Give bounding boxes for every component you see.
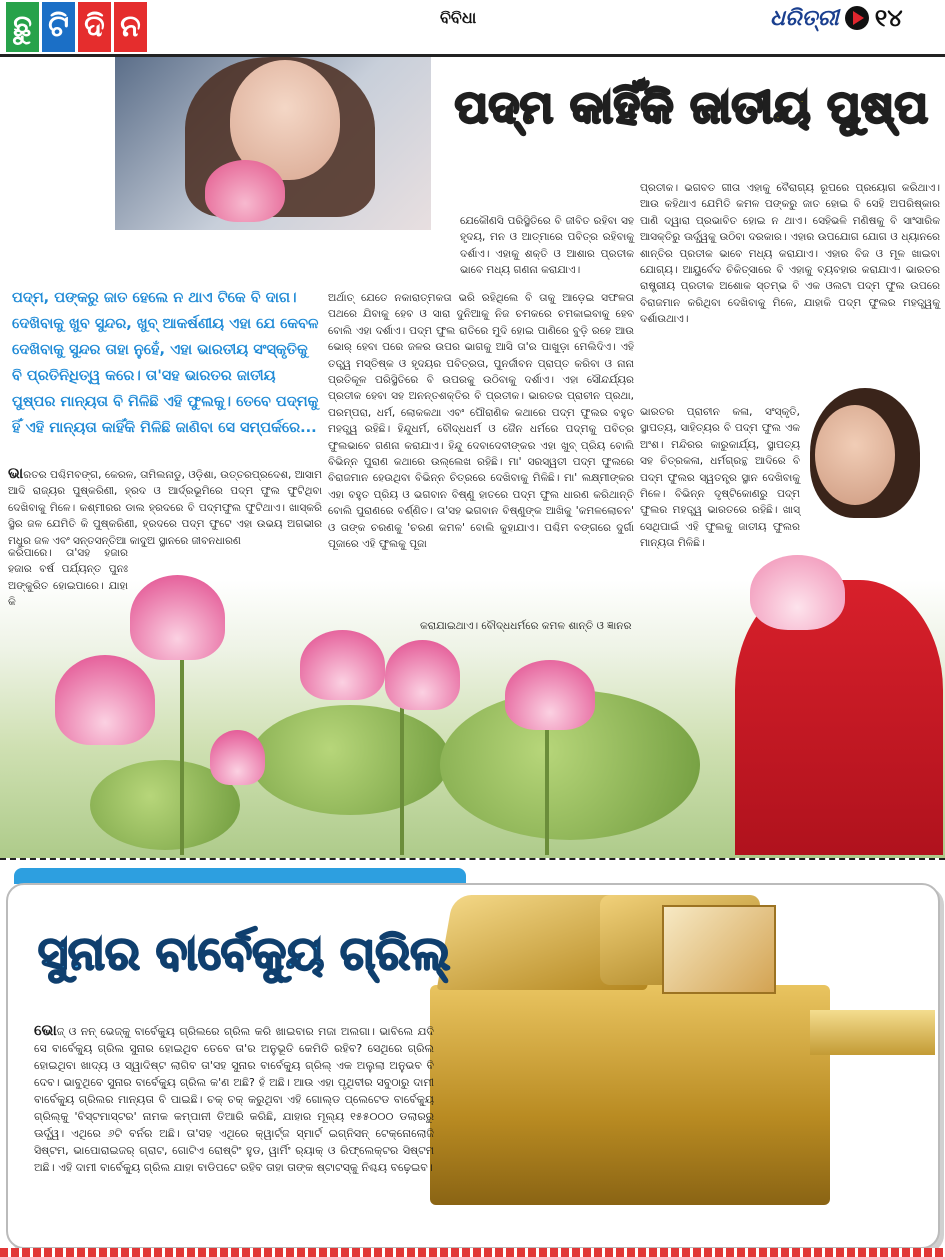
footer-rule — [0, 1248, 945, 1257]
section-separator — [0, 858, 945, 868]
grill-headline: ସୁନାର ବାର୍ବେକ୍ୟୁ ଗ୍ରିଲ୍ — [38, 926, 451, 980]
panel-tab-bar — [14, 868, 466, 884]
lotus-stem — [180, 660, 184, 855]
hero-photo-lotus — [205, 160, 285, 222]
grill-photo-box — [662, 905, 776, 994]
article-column-1 — [8, 465, 322, 549]
lotus-flower — [210, 730, 265, 785]
brand-block — [770, 4, 903, 32]
article-headline: ପଦ୍ମ କାହିଁକି ଜାତୀୟ ପୁଷ୍ପ — [455, 82, 929, 133]
woman-photo-lotus — [750, 555, 845, 630]
article-column-2-end: କରାଯାଇଥାଏ। ବୌଦ୍ଧଧର୍ମରେ କମଳ ଶାନ୍ତି ଓ ଜ୍ଞାନର — [420, 620, 632, 632]
column-1-text: ରତର ପଶ୍ଚିମବଙ୍ଗ, କେରଳ, ତାମିଲନାଡୁ, ଓଡ଼ିଶା, ଉତ୍ତରପ୍ରଦେଶ, ଆସାମ ଆଦି ରାଜ୍ୟର ପୁଷ୍କରିଣୀ, ହ୍ରଦ ଓ ଆର୍ଦ୍ରଭୂମିରେ ପଦ୍ମ ଫୁଲ ଫୁଟିଥିବା ଦେଖିବାକୁ ମିଳେ। କଶ୍ମୀରର ଡାଲ ହ୍ରଦରେ ବି ପଦ୍ମଫୁଲ ଫୁଟିଥାଏ। ଖାସ୍‌କରି ସ୍ଥିର ଜଳ ଯେମିତି କି ପୁଷ୍କରିଣୀ, ହ୍ରଦରେ ପଦ୍ମ ଫୁଟେ ଏହା ଉଭୟ ଅଗଭୀର ମଧୁର ଜଳ ଏବଂ ସନ୍ତସନ୍ତିଆ କାଦୁଅ ସ୍ଥାନରେ ଜୀବନଧାରଣ — [8, 469, 322, 547]
article-column-2: ଅର୍ଥାତ୍ ଯେତେ ନକାରାତ୍ମକତା ଭରି ରହିଥିଲେ ବି ତାକୁ ଆଡ଼େଇ ସଫଳତା ପଥରେ ଯିବାକୁ ହେବ ଓ ସାରା ଦୁନିଆକୁ ନିଜ ଚମକରେ ଚମକାଇବାକୁ ହେବ ବୋଲି ଏହା ଦର୍ଶାଏ। ପଦ୍ମ ଫୁଲ ରାତିରେ ମୁଦି ହୋଇ ପାଣିରେ ବୁଡ଼ି ରହେ ଆଉ ଭୋର୍ ହେବା ପରେ ଜଳର ଉପର ଭାଗକୁ ଆସି ତା'ର ପାଖୁଡ଼ା ମେଲିଦିଏ। ଏହି ତତ୍ତ୍ୱ ମସ୍ତିଷ୍କ ଓ ହୃଦୟର ପବିତ୍ରତା, ପୁନର୍ଜୀବନ ପ୍ରାପ୍ତ କରିବା ଓ ନାନା ପ୍ରତିକୂଳ ପରିସ୍ଥିତିରେ ବି ଉପରକୁ ଉଠିବାକୁ ଦର୍ଶାଏ। ଏହା ସୌନ୍ଦର୍ଯ୍ୟର ପ୍ରତୀକ ହେବା ସହ ଅନନ୍ତଶକ୍ତିର ବି ପ୍ରତୀକ। ଭାରତର ପ୍ରାଚୀନ ପ୍ରଥା, ପରମ୍ପରା, ଧର୍ମ, ଲୋକକଥା ଏବଂ ପୌରାଣିକ କଥାରେ ପଦ୍ମ ଫୁଲର ବହୁତ ମହତ୍ତ୍ୱ ରହିଛି। ହିନ୍ଦୁଧର୍ମ, ବୌଦ୍ଧଧର୍ମ ଓ ଜୈନ ଧର୍ମରେ ପଦ୍ମକୁ ପବିତ୍ର ଫୁଲଭାବେ ଗଣନା କରାଯାଏ। ହିନ୍ଦୁ ଦେବାଦେବୀଙ୍କର ଏହା ଖୁବ୍ ପ୍ରିୟ ବୋଲି ବିଭିନ୍ନ ପୁରାଣ କଥାରେ ଉଲ୍ଲେଖ ରହିଛି। ମା' ସରସ୍ୱତୀ ପଦ୍ମ ଫୁଲରେ ବିରାଜମାନ ହେଉଥିବା ବିଭିନ୍ନ ଚିତ୍ରରେ ଦେଖିବାକୁ ମିଳିଛି। ମା' ଲକ୍ଷ୍ମୀଙ୍କର ଏହା ବହୁତ ପ୍ରିୟ ଓ ଭଗବାନ ବିଷ୍ଣୁ ହାତରେ ପଦ୍ମ ଫୁଲ ଧାରଣ କରିଥାନ୍ତି ବୋଲି ପୁରାଣରେ ବର୍ଣ୍ଣିତ। ତା'ସହ ଭଗବାନ ବିଷ୍ଣୁଙ୍କ ଆଖିକୁ 'କମଳଲୋଚନ' ଓ ତାଙ୍କ ଚରଣକୁ 'ଚରଣ କମଳ' ବୋଲି କୁହାଯାଏ। ପଶ୍ଚିମ ବଙ୍ଗରେ ଦୁର୍ଗା ପୂଜାରେ ଏହି ଫୁଲକୁ ପୂଜା — [328, 292, 634, 551]
logo-char-1: ଛୁ — [6, 2, 39, 52]
dropcap: ଭୋ — [34, 1021, 57, 1039]
section-title: ବିବିଧା — [440, 8, 477, 27]
article-column-3-continued: ଭାରତର ପ୍ରାଚୀନ କଳା, ସଂସ୍କୃତି, ସ୍ଥାପତ୍ୟ, ସାହିତ୍ୟର ବି ପଦ୍ମ ଫୁଲ ଏକ ଅଂଶ। ମନ୍ଦିରର କାରୁକାର୍ଯ୍ୟ, ସ୍ଥାପତ୍ୟ ସହ ଚିତ୍ରକଳା, ଧର୍ମଗ୍ରନ୍ଥ ଆଦିରେ ବି ପଦ୍ମ ଫୁଲର ସ୍ୱତନ୍ତ୍ର ସ୍ଥାନ ଦେଖିବାକୁ ମିଳେ। ବିଭିନ୍ନ ଦୃଷ୍ଟିକୋଣରୁ ପଦ୍ମ ଫୁଲର ମହତ୍ତ୍ୱ ଭାରତରେ ରହିଛି। ଖାସ୍ ସେଥିପାଇଁ ଏହି ଫୁଲକୁ ଜାତୀୟ ଫୁଲର ମାନ୍ୟତା ମିଳିଛି। — [640, 406, 800, 550]
article-column-2-top: ଯେକୌଣସି ପରିସ୍ଥିତିରେ ବି ଜୀବିତ ରହିବା ସହ ହୃଦୟ, ମନ ଓ ଆତ୍ମାରେ ପବିତ୍ର ରହିବାକୁ ଦର୍ଶାଏ। ଏହାକୁ ଶକ୍ତି ଓ ଆଶାର ପ୍ରତୀକ ଭାବେ ମଧ୍ୟ ଗଣନା କରାଯାଏ। — [460, 215, 634, 277]
lotus-flower — [55, 655, 155, 745]
logo-char-4: ନ — [114, 2, 147, 52]
newspaper-section-logo — [6, 2, 147, 52]
article-deck: ପଦ୍ମ, ପଙ୍କରୁ ଜାତ ହେଲେ ନ ଥାଏ ଟିକେ ବି ଦାଗ। ଦେଖିବାକୁ ଖୁବ ସୁନ୍ଦର, ଖୁବ୍ ଆକର୍ଷଣୀୟ ଏହା ଯେ କେବଳ ଦେଖିବାକୁ ସୁନ୍ଦର ତାହା ନୁହେଁ, ଏହା ଭାରତୀୟ ସଂସ୍କୃତିକୁ ବି ପ୍ରତିନିଧିତ୍ୱ କରେ। ତା'ସହ ଭାରତର ଜାତୀୟ ପୁଷ୍ପର ମାନ୍ୟତା ବି ମିଳିଛି ଏହି ଫୁଲକୁ। ତେବେ ପଦ୍ମକୁ ହିଁ ଏହି ମାନ୍ୟତା କାହିଁକି ମିଳିଛି ଜାଣିବା ସେ ସମ୍ପର୍କରେ... — [12, 290, 319, 436]
play-icon — [845, 6, 869, 30]
logo-char-3: ଦି — [78, 2, 111, 52]
logo-char-2: ଟି — [42, 2, 75, 52]
brand-name: ଧରିତ୍ରୀ — [770, 5, 839, 31]
lotus-flower — [130, 575, 225, 660]
lotus-leaf — [250, 705, 450, 815]
lotus-flower — [505, 660, 595, 730]
grill-photo-shelf — [810, 1010, 935, 1055]
lotus-flower — [385, 640, 460, 710]
grill-body-text: ଜ୍ ଓ ନନ୍ ଭେଜ୍‌କୁ ବାର୍ବେକ୍ୟୁ ଗ୍ରିଲରେ ଗ୍ରିଲ କରି ଖାଇବାର ମଜା ଅଲଗା। ଭାବିଲେ ଯଦି ସେ ବାର୍ବେକ୍ୟୁ ଗ୍ରିଲ ସୁନାର ହୋଇଥିବ ତେବେ ତା'ର ଅନୁଭୂତି କେମିତି ରହିବ? ସେଥିରେ ଗ୍ରିଲ ହୋଇଥିବା ଖାଦ୍ୟ ଓ ସ୍ୱାଦିଷ୍ଟ ଲାଗିବ ତା'ସହ ସୁନାର ବାର୍ବେକ୍ୟୁ ଗ୍ରିଲ୍ ଏକ ଅଲୁଲା ଅନୁଭବ ବି ଦେବ। ଭାବୁଥିବେ ସୁନାର ବାର୍ବେକ୍ୟୁ ଗ୍ରିଲ କ'ଣ ଅଛି? ହଁ ଅଛି। ଆଉ ଏହା ପୃଥିବୀର ସବୁଠାରୁ ଦାମୀ ବାର୍ବେକ୍ୟୁ ଗ୍ରିଲର ମାନ୍ୟତା ବି ପାଇଛି। ଚକ୍ ଚକ୍ କରୁଥିବା ଏହି ଗୋଲ୍ଡ ପ୍ଲେଟେଡ ବାର୍ବେକ୍ୟୁ ଗ୍ରିଲ୍‌କୁ 'ବିସ୍ଟମାସ୍ଟର' ନାମକ କମ୍ପାନୀ ତିଆରି କରିଛି, ଯାହାର ମୂଲ୍ୟ ୧୫୫୦୦୦ ଡଲାରରୁ ଊର୍ଦ୍ଧ୍ୱ। ଏଥିରେ ୬ଟି ବର୍ନର ଅଛି। ତା'ସହ ଏଥିରେ କ୍ୱାର୍ଟ୍ଜ ସ୍ମାର୍ଟ ଇଗ୍ନିସନ୍ ଟେକ୍ନୋଲୋଜି ସିଷ୍ଟମ, ଭାପୋରାଇଜର୍ ଗ୍ରାଟ, ଗୋଟିଏ ରୋଷ୍ଟିଂ ହୁଡ, ୱାର୍ମିଂ ର୍‍ୟାକ୍ ଓ ରିଫ୍ଲେକ୍ଟର ସିଷ୍ଟମ ଅଛି। ଏହି ଦାମୀ ବାର୍ବେକ୍ୟୁ ଗ୍ରିଲ ଯାହା ବାଡିପଟେ ରହିବ ତାହା ତାଙ୍କ ଷ୍ଟାଟସ୍‌କୁ ନିଶ୍ଚୟ ବଢ଼େଇବ। — [34, 1025, 434, 1174]
article-column-3: ପ୍ରତୀକ। ଭଗବତ ଗୀତା ଏହାକୁ ବୈରାଗ୍ୟ ରୂପରେ ପ୍ରୟୋଗ କରିଥାଏ। ଆଉ କହିଥାଏ ଯେମିତି କମଳ ପଙ୍କରୁ ଜାତ ହୋଇ ବି ସେହି ଅପରିଷ୍କାର ପାଣି ଦ୍ୱାରା ପ୍ରଭାବିତ ହୋଇ ନ ଥାଏ। ସେହିଭଳି ମଣିଷକୁ ବି ସାଂସାରିକ ଆସକ୍ତିରୁ ଊର୍ଦ୍ଧ୍ୱକୁ ଉଠିବା ଦରକାର। ଏହାର ଉପଯୋଗ ଯୋଗ ଓ ଧ୍ୟାନରେ ଶାନ୍ତିର ପ୍ରତୀକ ଭାବେ ମଧ୍ୟ କରାଯାଏ। ଏହାର ବିଜ ଓ ମୂଳ ଖାଇବା ଯୋଗ୍ୟ। ଆୟୁର୍ବେଦ ଚିକିତ୍ସାରେ ବି ଏହାକୁ ବ୍ୟବହାର କରାଯାଏ। ଭାରତର ରାଷ୍ଟ୍ରୀୟ ପ୍ରତୀକ ଅଶୋକ ସ୍ତମ୍ଭ ବି ଏକ ଓଲଟା ପଦ୍ମ ଫୁଲ ଉପରେ ବିରାଜମାନ କରିଥିବା ଦେଖିବାକୁ ମିଳେ, ଯାହାକି ପଦ୍ମ ଫୁଲର ମହତ୍ତ୍ୱକୁ ଦର୍ଶାଉଥାଏ। — [640, 182, 940, 326]
woman-photo-face — [815, 405, 895, 505]
grill-photo-body — [430, 985, 830, 1205]
dropcap: ଭା — [8, 464, 24, 482]
lotus-stem — [400, 700, 404, 855]
grill-article-body — [34, 1022, 434, 1176]
page-number: ୧୪ — [874, 4, 903, 32]
lotus-stem — [545, 720, 549, 855]
lotus-flower — [300, 630, 385, 700]
article-column-1-continued: କରିପାରେ। ତା'ସହ ହଜାର ହଜାର ବର୍ଷ ପର୍ଯ୍ୟନ୍ତ ପୁନଃ ଅଙ୍କୁରିତ ହୋଇପାରେ। ଯାହା କି — [8, 547, 128, 609]
